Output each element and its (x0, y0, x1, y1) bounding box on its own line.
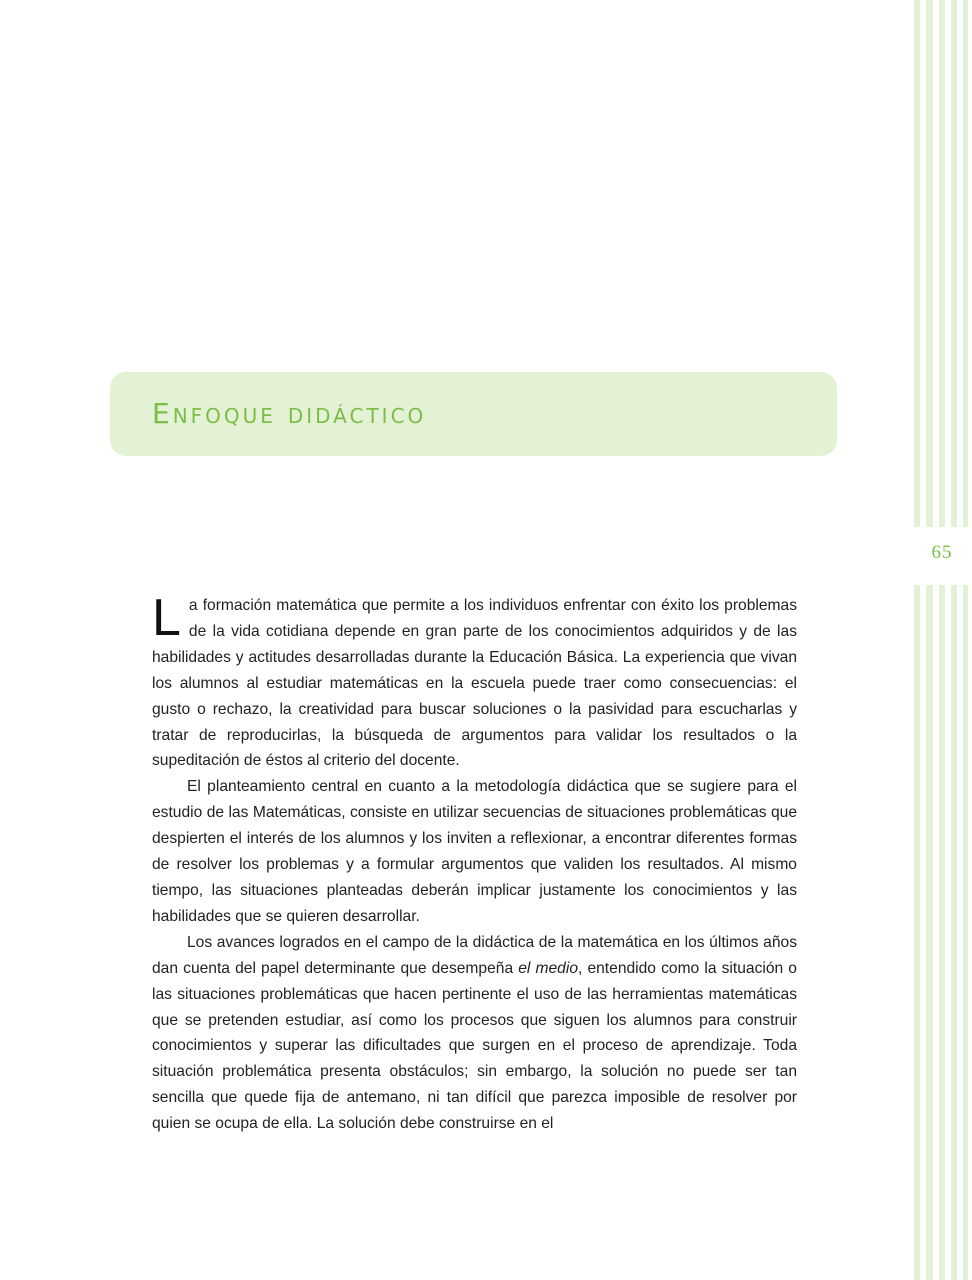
body-text (152, 589, 797, 1137)
margin-stripe (914, 0, 920, 1280)
margin-stripe (951, 0, 957, 1280)
margin-stripe (963, 0, 968, 1280)
paragraph-3-emphasis: el medio (518, 959, 578, 977)
paragraph-1-text: a formación matemática que permite a los individuos enfrentar con éxito los problemas de la vida cotidiana depende en gran parte de los conocimientos adquiridos y de las habilidades y actitudes desarrolladas durante la Educación Básica. La experiencia que vivan los alumnos al estudiar matemáticas en la escuela puede traer como consecuencias: el gusto o rechazo, la creatividad para buscar soluciones o la pasividad para escucharlas y tratar de reproducirlas, la búsqueda de argumentos para validar los resultados o la supeditación de éstos al criterio del docente. (152, 597, 797, 770)
paragraph-1 (152, 589, 797, 774)
paragraph-3-text-before: Los avances logrados en el campo de la didáctica de la matemática en los últimos años dan cuenta del papel determinante que desempeña (152, 933, 797, 977)
paragraph-3-text-after: , entendido como la situación o las situaciones problemáticas que hacen pertinente el uso de las herramientas matemáticas que se pretenden estudiar, así como los procesos que siguen los alumnos para construir conocimientos y superar las dificultades que surgen en el proceso de aprendizaje. Toda situación problemática presenta obstáculos; sin embargo, la solución no puede ser tan sencilla que quede fija de antemano, ni tan difícil que parezca imposible de resolver por quien se ocupa de ella. La solución debe construirse en el (152, 959, 797, 1133)
paragraph-3 (152, 930, 797, 1137)
page-number: 65 (931, 542, 953, 563)
margin-stripe (939, 0, 945, 1280)
drop-cap: L (152, 589, 181, 647)
paragraph-2: El planteamiento central en cuanto a la metodología didáctica que se sugiere para el estudio de las Matemáticas, consiste en utilizar secuencias de situaciones problemáticas que despierten el interés de los alumnos y los inviten a reflexionar, a encontrar diferentes formas de resolver los problemas y a formular argumentos que validen los resultados. Al mismo tiempo, las situaciones planteadas deberán implicar justamente los conocimientos y las habilidades que se quieren desarrollar. (152, 778, 797, 925)
section-title: Enfoque didáctico (152, 397, 427, 430)
decorative-margin-stripes (912, 0, 972, 1280)
margin-stripe (926, 0, 933, 1280)
